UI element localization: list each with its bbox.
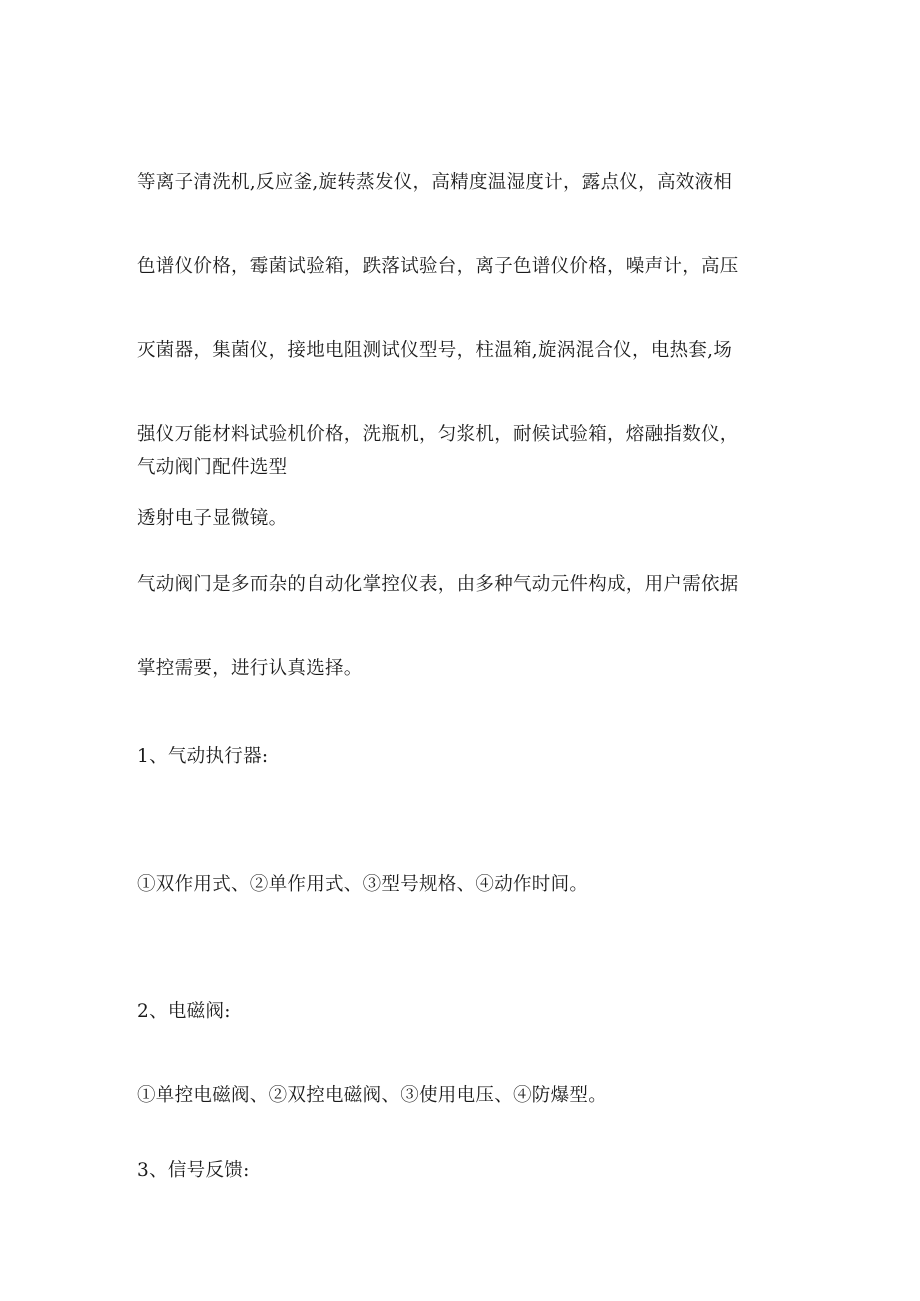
item1-detail-block bbox=[137, 815, 787, 955]
intro-line: 灭菌器，集菌仪，接地电阻测试仪型号，柱温箱,旋涡混合仪，电热套,场 bbox=[137, 340, 733, 361]
description-line: 掌控需要，进行认真选择。 bbox=[137, 658, 363, 679]
item3-title: 3、信号反馈: bbox=[137, 1160, 250, 1181]
item2-detail: ①单控电磁阀、②双控电磁阀、③使用电压、④防爆型。 bbox=[137, 1085, 608, 1106]
intro-line: 色谱仪价格，霉菌试验箱，跌落试验台，离子色谱仪价格，噪声计，高压 bbox=[137, 256, 739, 277]
intro-line: 等离子清洗机,反应釜,旋转蒸发仪，高精度温湿度计，露点仪，高效液相 bbox=[137, 172, 733, 193]
intro-line: 强仪万能材料试验机价格，洗瓶机，匀浆机，耐候试验箱，熔融指数仪， bbox=[137, 424, 739, 445]
item2-title: 2、电磁阀: bbox=[137, 1001, 231, 1022]
item1-detail: ①双作用式、②单作用式、③型号规格、④动作时间。 bbox=[137, 874, 589, 895]
item1-heading bbox=[137, 687, 787, 827]
item1-title: 1、气动执行器: bbox=[137, 746, 269, 767]
intro-line: 透射电子显微镜。 bbox=[137, 508, 288, 529]
description-line: 气动阀门是多而杂的自动化掌控仪表，由多种气动元件构成，用户需依据 bbox=[137, 574, 739, 595]
item3-heading bbox=[137, 1101, 787, 1241]
section-heading-text: 气动阀门配件选型 bbox=[137, 457, 288, 478]
